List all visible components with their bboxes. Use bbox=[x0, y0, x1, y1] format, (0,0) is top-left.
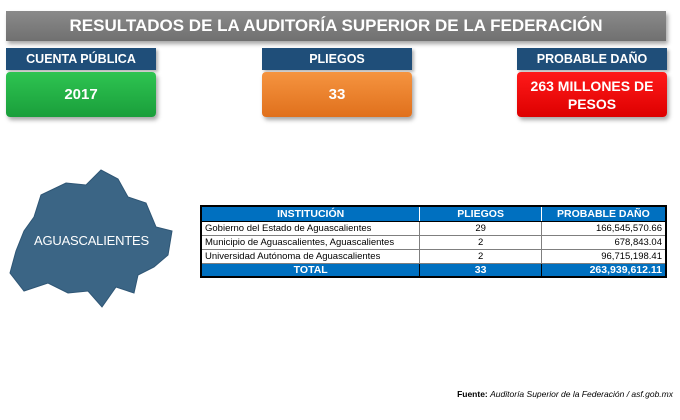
source-text: Auditoría Superior de la Federación / asf.gob.mx bbox=[490, 389, 673, 399]
cell-probable-dano: 166,545,570.66 bbox=[541, 221, 666, 235]
table-header-row bbox=[201, 206, 666, 221]
map-state-label: AGUASCALIENTES bbox=[34, 233, 149, 248]
cell-pliegos: 2 bbox=[420, 235, 541, 249]
results-table bbox=[200, 205, 667, 278]
table-row bbox=[201, 221, 666, 235]
source-label: Fuente: bbox=[457, 389, 488, 399]
table-row bbox=[201, 249, 666, 263]
table-row bbox=[201, 235, 666, 249]
cell-pliegos: 29 bbox=[420, 221, 541, 235]
total-probable-dano: 263,939,612.11 bbox=[541, 263, 666, 277]
column-header-pliegos: PLIEGOS bbox=[420, 206, 541, 221]
cell-probable-dano: 678,843.04 bbox=[541, 235, 666, 249]
probable-dano-value: 263 MILLONES DE PESOS bbox=[517, 72, 667, 117]
cuenta-publica-value: 2017 bbox=[6, 72, 156, 117]
aguascalientes-map bbox=[6, 165, 176, 320]
column-header-institucion: INSTITUCIÓN bbox=[201, 206, 420, 221]
cell-institucion: Universidad Autónoma de Aguascalientes bbox=[201, 249, 420, 263]
source-note bbox=[457, 389, 673, 399]
pliegos-label: PLIEGOS bbox=[262, 48, 412, 70]
cell-probable-dano: 96,715,198.41 bbox=[541, 249, 666, 263]
pliegos-value: 33 bbox=[262, 72, 412, 117]
cell-pliegos: 2 bbox=[420, 249, 541, 263]
total-pliegos: 33 bbox=[420, 263, 541, 277]
table-total-row bbox=[201, 263, 666, 277]
total-label: TOTAL bbox=[201, 263, 420, 277]
cuenta-publica-label: CUENTA PÚBLICA bbox=[6, 48, 156, 70]
page-title: RESULTADOS DE LA AUDITORÍA SUPERIOR DE LA FEDERACIÓN bbox=[6, 11, 666, 41]
column-header-probable-dano: PROBABLE DAÑO bbox=[541, 206, 666, 221]
probable-dano-label: PROBABLE DAÑO bbox=[517, 48, 667, 70]
cell-institucion: Municipio de Aguascalientes, Aguascalientes bbox=[201, 235, 420, 249]
cell-institucion: Gobierno del Estado de Aguascalientes bbox=[201, 221, 420, 235]
